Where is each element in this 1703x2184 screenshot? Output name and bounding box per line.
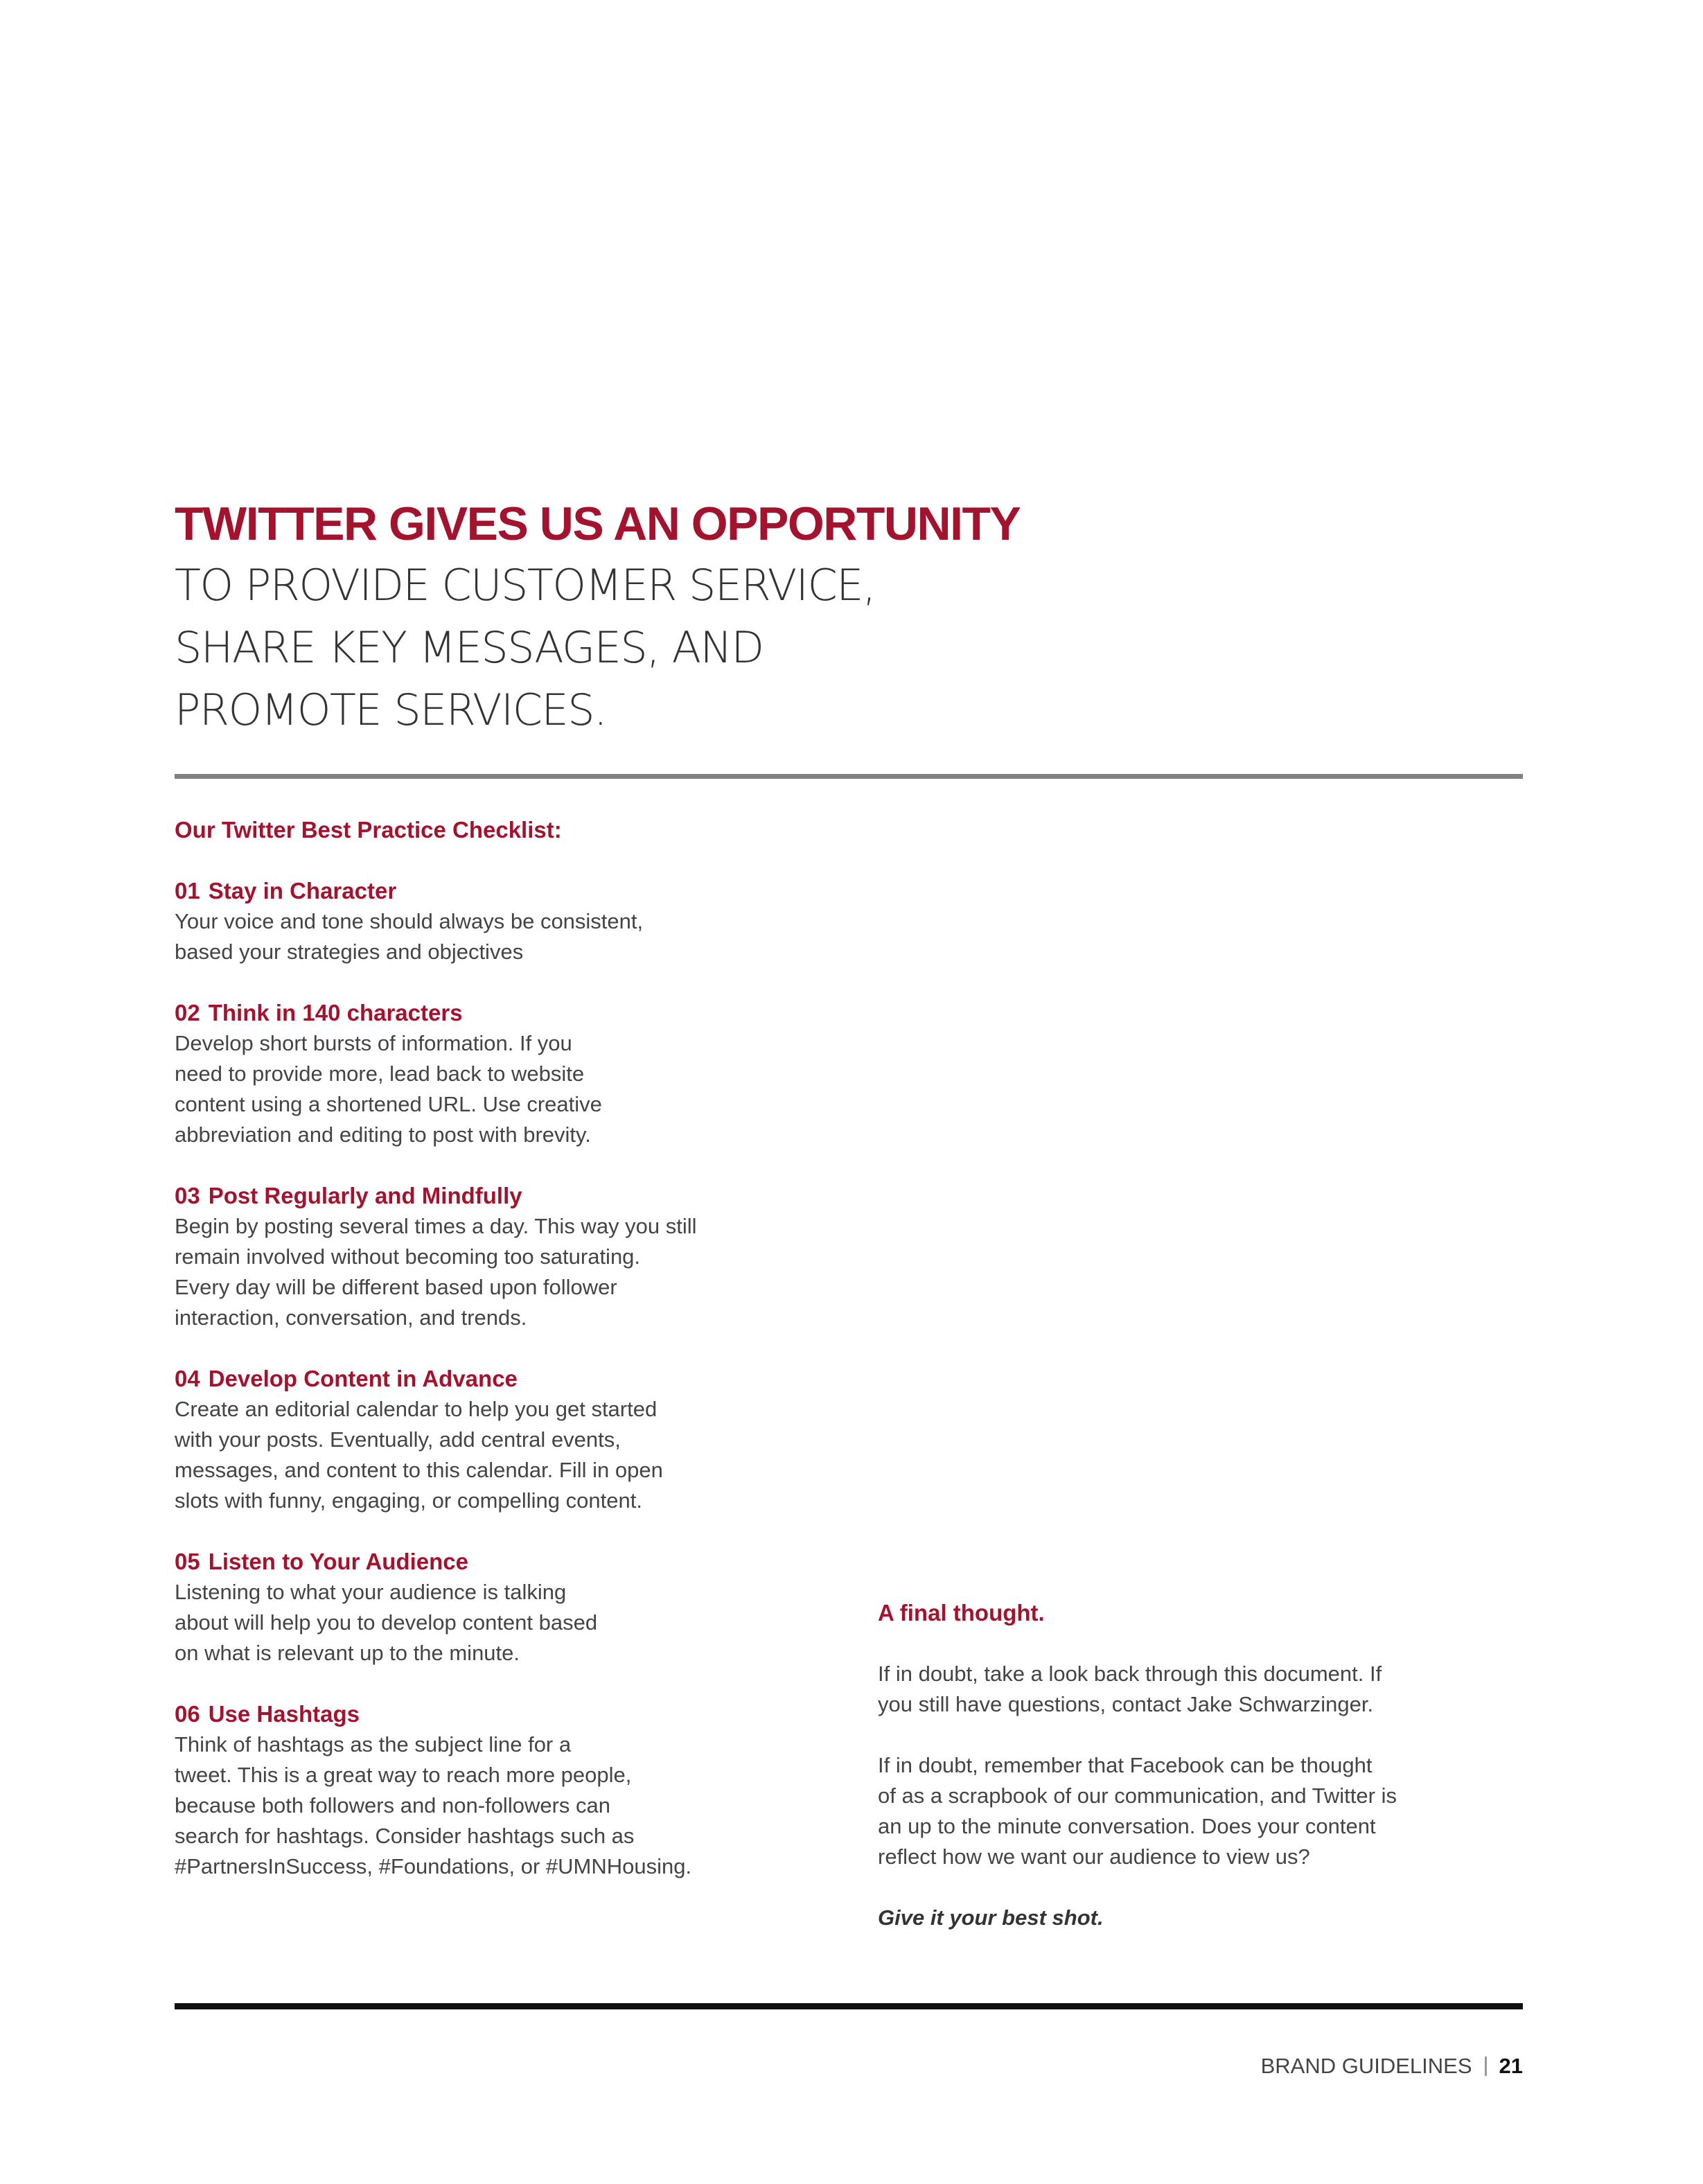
headline-line: SHARE KEY MESSAGES, AND <box>175 622 764 673</box>
body-line: interaction, conversation, and trends. <box>175 1305 527 1330</box>
footer-label: BRAND GUIDELINES <box>1260 2054 1472 2078</box>
body-line: remain involved without becoming too saturating. <box>175 1244 641 1269</box>
item-body <box>175 1211 867 1333</box>
body-line: Listening to what your audience is talking <box>175 1580 567 1604</box>
item-number: 04 <box>175 1366 200 1391</box>
item-body <box>175 1729 867 1882</box>
body-line: tweet. This is a great way to reach more people, <box>175 1763 632 1787</box>
item-title: Listen to Your Audience <box>208 1549 468 1574</box>
body-line: slots with funny, engaging, or compelling content. <box>175 1488 642 1513</box>
item-title: Think in 140 characters <box>208 1000 463 1025</box>
checklist-item <box>175 998 867 1150</box>
item-body <box>175 1028 867 1150</box>
final-thought <box>878 1598 1536 1933</box>
body-line: Create an editorial calendar to help you get started <box>175 1397 658 1421</box>
body-line: search for hashtags. Consider hashtags such as <box>175 1824 635 1848</box>
divider-top <box>175 774 1523 779</box>
checklist-item <box>175 1181 867 1333</box>
body-line: Begin by posting several times a day. This way you still <box>175 1214 697 1238</box>
final-thought-title: A final thought. <box>878 1600 1045 1626</box>
item-heading <box>175 876 867 906</box>
footer-separator <box>1485 2057 1487 2076</box>
body-line: Develop short bursts of information. If you <box>175 1031 572 1055</box>
item-body <box>175 906 867 967</box>
item-heading <box>175 998 867 1028</box>
item-title: Stay in Character <box>208 878 397 904</box>
item-body <box>175 1394 867 1516</box>
item-body <box>175 1577 867 1668</box>
item-heading <box>175 1699 867 1729</box>
headline-rest <box>175 554 1491 741</box>
body-line: If in doubt, remember that Facebook can be thought <box>878 1753 1373 1777</box>
body-line: reflect how we want our audience to view us? <box>878 1844 1310 1869</box>
checklist-item <box>175 1547 867 1668</box>
item-heading <box>175 1547 867 1577</box>
body-line: of as a scrapbook of our communication, and Twitter is <box>878 1784 1397 1808</box>
body-line: an up to the minute conversation. Does your content <box>878 1814 1376 1838</box>
body-line: with your posts. Eventually, add central events, <box>175 1427 621 1452</box>
body-line: based your strategies and objectives <box>175 940 524 964</box>
body-line: need to provide more, lead back to website <box>175 1062 585 1086</box>
item-title: Use Hashtags <box>208 1701 360 1727</box>
headline-lead: TWITTER GIVES US AN OPPORTUNITY <box>175 497 1021 550</box>
checklist-title: Our Twitter Best Practice Checklist: <box>175 817 562 843</box>
item-number: 05 <box>175 1549 200 1574</box>
body-line: messages, and content to this calendar. Fill in open <box>175 1458 663 1482</box>
headline-line: TO PROVIDE CUSTOMER SERVICE, <box>175 560 876 610</box>
body-line: Your voice and tone should always be consistent, <box>175 909 644 933</box>
item-number: 01 <box>175 878 200 904</box>
signoff: Give it your best shot. <box>878 1905 1104 1930</box>
final-paragraph <box>878 1750 1536 1872</box>
page-number: 21 <box>1499 2054 1523 2078</box>
item-title: Develop Content in Advance <box>208 1366 518 1391</box>
body-line: abbreviation and editing to post with brevity. <box>175 1122 591 1147</box>
body-line: content using a shortened URL. Use creative <box>175 1092 602 1116</box>
body-line: you still have questions, contact Jake Schwarzinger. <box>878 1692 1374 1716</box>
item-number: 06 <box>175 1701 200 1727</box>
checklist-item <box>175 1364 867 1516</box>
body-line: Every day will be different based upon follower <box>175 1275 617 1299</box>
checklist <box>175 815 867 1882</box>
body-line: about will help you to develop content based <box>175 1610 598 1635</box>
body-line: on what is relevant up to the minute. <box>175 1641 520 1665</box>
body-line: because both followers and non-followers can <box>175 1793 610 1817</box>
body-line: If in doubt, take a look back through this document. If <box>878 1662 1382 1686</box>
body-line: #PartnersInSuccess, #Foundations, or #UMNHousing. <box>175 1854 692 1878</box>
final-paragraph <box>878 1659 1536 1720</box>
divider-bottom <box>175 2003 1523 2009</box>
checklist-item <box>175 876 867 967</box>
item-title: Post Regularly and Mindfully <box>208 1183 522 1208</box>
item-heading <box>175 1181 867 1211</box>
headline <box>175 493 1491 741</box>
item-heading <box>175 1364 867 1394</box>
headline-line: PROMOTE SERVICES. <box>175 685 607 735</box>
body-line: Think of hashtags as the subject line for a <box>175 1732 572 1756</box>
checklist-item <box>175 1699 867 1882</box>
item-number: 02 <box>175 1000 200 1025</box>
page-footer <box>1261 2052 1523 2080</box>
item-number: 03 <box>175 1183 200 1208</box>
